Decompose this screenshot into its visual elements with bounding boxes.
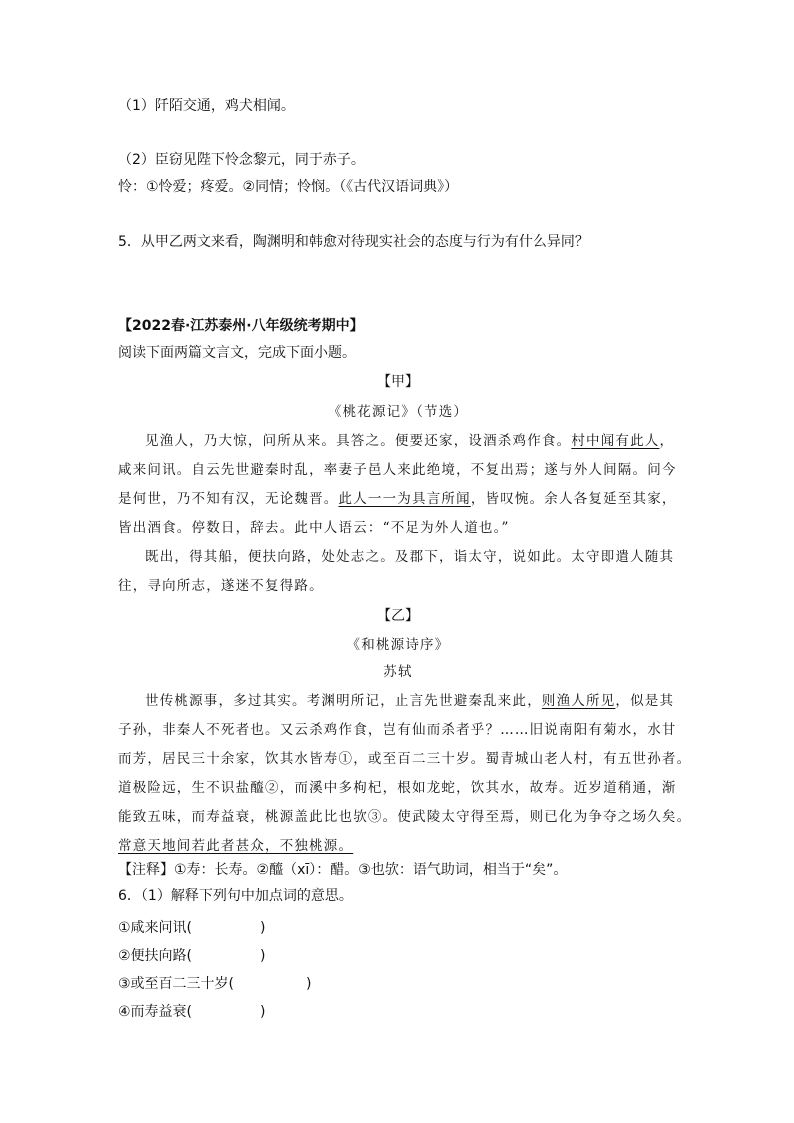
jia-underlined-sentence-2: 此人一一为具言所闻 xyxy=(338,491,471,507)
jia-p1-line1 xyxy=(145,431,678,451)
q6-item-text: ①咸来问讯( xyxy=(118,920,193,936)
q6-item-text: ②便扶向路( xyxy=(118,948,193,964)
q6-item-4 xyxy=(118,1002,678,1022)
q4-note: 怜：①怜爱；疼爱。②同情；怜悯。（《古代汉语词典》） xyxy=(118,179,459,195)
yi-line1 xyxy=(145,691,678,711)
q6-item-close: ) xyxy=(260,948,266,964)
jia-text: ，皆叹惋。余人各复延至其家， xyxy=(470,491,677,507)
yi-line2: 子孙，非秦人不死者也。又云杀鸡作食，岂有仙而杀者乎？……旧说南阳有菊水，水甘 xyxy=(118,722,677,738)
jia-p1-line3 xyxy=(118,489,678,509)
yi-text: ，似是其 xyxy=(615,693,675,709)
jia-p1-line4: 皆出酒食。停数日，辞去。此中人语云：“不足为外人道也。” xyxy=(118,520,510,536)
q6-item-text: ③或至百二三十岁( xyxy=(118,976,235,992)
q6-item-2 xyxy=(118,946,678,966)
jia-p1-line2: 咸来问讯。自云先世避秦时乱，率妻子邑人来此绝境，不复出焉；遂与外人间隔。问今 xyxy=(118,462,677,478)
jia-text: 是何世，乃不知有汉，无论魏晋。 xyxy=(118,491,339,507)
jia-title: 《桃花源记》（节选） xyxy=(327,404,469,420)
section-instruction: 阅读下面两篇文言文，完成下面小题。 xyxy=(118,345,356,361)
jia-label: 【甲】 xyxy=(377,374,419,390)
yi-line5: 能致五味，而寿益衰，桃源盖此比也欤③。使武陵太守得至焉，则已化为争夺之场久矣。 xyxy=(118,809,692,825)
q6-item-3 xyxy=(118,974,678,994)
yi-underlined-sentence: 常意天地间若此者甚众，不独桃源。 xyxy=(118,838,354,854)
section-source: 【2022春·江苏泰州·八年级统考期中】 xyxy=(118,318,364,334)
yi-title: 《和桃源诗序》 xyxy=(346,637,450,653)
jia-text: 见渔人，乃大惊，问所从来。具答之。便要还家，设酒杀鸡作食。 xyxy=(145,433,572,449)
yi-underlined-phrase: 则渔人所见 xyxy=(541,693,616,709)
jia-text: ， xyxy=(659,433,675,449)
q6-item-close: ) xyxy=(306,976,312,992)
yi-text: 世传桃源事，多过其实。考渊明所记，止言先世避秦乱来此， xyxy=(145,693,542,709)
question-6-stem: 6．（1）解释下列句中加点词的意思。 xyxy=(118,888,353,904)
jia-p2-line2: 往，寻向所志，遂迷不复得路。 xyxy=(118,578,324,594)
q4-item-1: （1）阡陌交通，鸡犬相闻。 xyxy=(118,98,295,114)
q6-item-text: ④而寿益衰( xyxy=(118,1004,193,1020)
q6-item-close: ) xyxy=(260,1004,266,1020)
yi-line6 xyxy=(118,836,678,856)
question-5: 5．从甲乙两文来看，陶渊明和韩愈对待现实社会的态度与行为有什么异同？ xyxy=(118,234,589,250)
jia-underlined-sentence-1: 村中闻有此人 xyxy=(571,433,660,449)
notes: 【注释】①寿：长寿。②醯（xī）：醋。③也欤：语气助词，相当于“矣”。 xyxy=(118,862,568,878)
yi-line3: 而芳，居民三十余家，饮其水皆寿①，或至百二三十岁。蜀青城山老人村，有五世孙者。 xyxy=(118,751,692,767)
yi-author: 苏轼 xyxy=(383,664,413,680)
q6-item-1 xyxy=(118,918,678,938)
yi-label: 【乙】 xyxy=(377,608,419,624)
q4-item-2: （2）臣窃见陛下怜念黎元，同于赤子。 xyxy=(118,152,365,168)
q6-item-close: ) xyxy=(260,920,266,936)
jia-p2-line1: 既出，得其船，便扶向路，处处志之。及郡下，诣太守，说如此。太守即遣人随其 xyxy=(145,549,675,565)
yi-line4: 道极险远，生不识盐醯②，而溪中多枸杞，根如龙蛇，饮其水，故寿。近岁道稍通，渐 xyxy=(118,780,677,796)
